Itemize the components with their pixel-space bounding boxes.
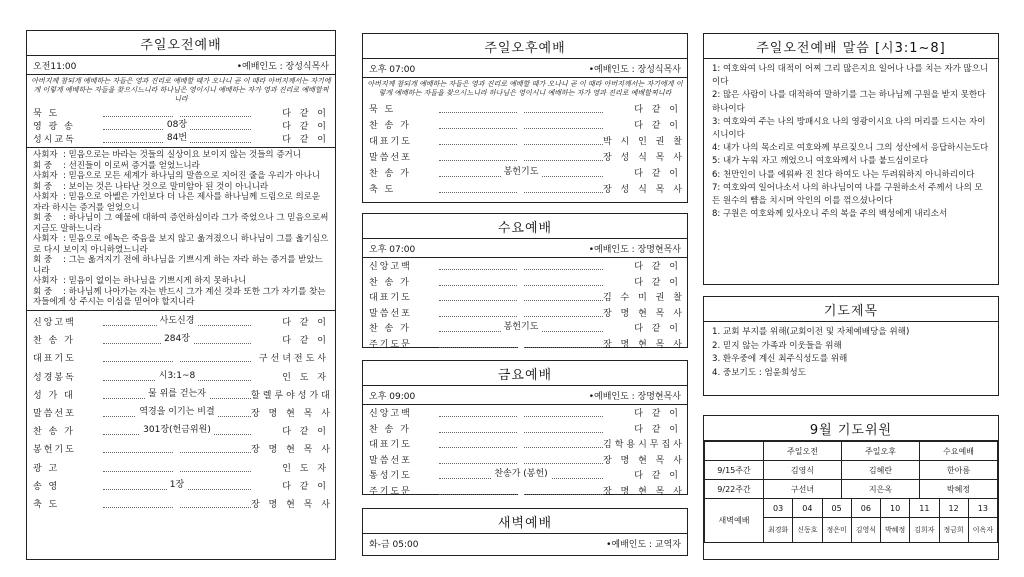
order-detail-text: 사도신경	[157, 316, 198, 326]
afternoon-title: 주일오후예배	[363, 34, 687, 59]
prayer-item: 3. 환우중에 계신 최주식성도를 위해	[712, 354, 848, 364]
order-detail-text: 84번	[164, 133, 190, 143]
order-detail	[439, 439, 603, 448]
dawn-name: 박혜정	[881, 518, 910, 543]
order-detail	[439, 277, 603, 286]
committee-week-label: 9/22주간	[705, 480, 764, 499]
order-label: 말씀선포	[369, 455, 412, 466]
responsive-text: : 그는 옮겨지기 전에 하나님을 기쁘시게 하는 자라 하는 증거를 받았느니라	[33, 255, 323, 276]
order-detail-text	[518, 485, 524, 495]
order-person: 장 명 현 목 사	[603, 308, 685, 319]
dawn-day: 03	[764, 499, 793, 518]
order-detail-text	[174, 352, 180, 362]
committee-week-label: 9/15주간	[705, 461, 764, 480]
order-person: 다 같 이	[634, 424, 681, 435]
prayer-title: 기도제목	[704, 297, 998, 322]
order-detail	[439, 408, 603, 417]
dawn-header	[363, 534, 687, 552]
order-label: 찬 송 가	[369, 120, 411, 131]
responsive-text: : 하나님께 나아가는 자는 반드시 그가 계신 것과 또한 그가 자기를 찾는 자들에게 상 주시는 이심을 믿어야 할지니라	[33, 286, 326, 307]
morning-bottom-row	[27, 403, 335, 421]
order-detail-text: 역경을 이기는 비결	[136, 407, 217, 417]
committee-week-row	[705, 461, 998, 480]
committee-corner	[705, 442, 764, 461]
prayer-item: 1. 교회 부지를 위해(교회이전 및 자체예배당을 위해)	[712, 327, 910, 337]
dawn-committee-table	[704, 498, 998, 543]
order-detail	[103, 390, 251, 399]
order-detail-text: 봉헌기도	[501, 167, 542, 177]
morning-top-order	[27, 106, 335, 145]
friday-title: 금요예배	[363, 361, 687, 386]
friday-row	[363, 436, 687, 452]
order-detail	[439, 120, 603, 129]
scripture-panel	[703, 33, 999, 285]
dawn-name: 이옥자	[968, 518, 997, 543]
scripture-verse: 1: 여호와여 나의 대적이 어찌 그리 많은지요 일어나 나를 치는 자가 많으니이다	[712, 64, 989, 88]
responsive-text: : 믿음으로 모든 세계가 하나님의 말씀으로 지어진 줄을 우리가 아나니	[63, 171, 321, 181]
order-person: 다 같 이	[282, 109, 329, 119]
order-label: 찬 송 가	[369, 277, 411, 288]
order-label: 신앙고백	[33, 318, 76, 329]
order-person: 다 같 이	[634, 168, 681, 179]
order-detail-text	[518, 423, 524, 433]
committee-table	[704, 441, 998, 543]
responsive-speaker: 회 중	[33, 213, 53, 223]
dawn-label: 새벽예배	[705, 499, 764, 543]
order-person: 다 같 이	[634, 277, 681, 288]
order-person: 장 명 현 목 사	[603, 455, 685, 466]
morning-bottom-row	[27, 476, 335, 494]
order-detail	[103, 408, 251, 417]
order-detail-text	[518, 454, 524, 464]
order-label: 성시교독	[33, 135, 76, 145]
scripture-title: 주일오전예배 말씀 [시3:1~8]	[704, 34, 998, 59]
responsive-speaker: 사회자	[33, 192, 58, 202]
order-label: 축 도	[33, 499, 60, 510]
responsive-line	[27, 287, 335, 308]
order-detail	[439, 339, 603, 348]
scripture-verse: 5: 내가 누워 자고 깨었으니 여호와께서 나를 붙드심이로다	[712, 156, 929, 167]
order-person: 김학용시무집사	[603, 440, 685, 451]
friday-row	[363, 421, 687, 437]
order-detail-text: 봉헌기도	[501, 322, 542, 332]
committee-header-row	[705, 442, 998, 461]
order-person: 구선녀전도사	[258, 354, 329, 365]
wednesday-row	[363, 305, 687, 321]
order-person: 다 같 이	[282, 318, 329, 329]
order-label: 찬 송 가	[369, 424, 411, 435]
order-label: 말씀선포	[33, 409, 76, 420]
morning-bottom-row	[27, 367, 335, 385]
order-detail	[103, 335, 251, 344]
order-label: 주기도문	[369, 486, 412, 497]
dawn-day: 11	[910, 499, 939, 518]
order-detail-text	[518, 183, 524, 193]
dawn-time: 화-금 05:00	[369, 540, 419, 550]
morning-bottom-row	[27, 422, 335, 440]
dawn-days-row	[705, 499, 998, 518]
committee-week-table	[704, 441, 998, 499]
order-detail	[439, 486, 603, 495]
prayer-item: 2. 믿지 않는 가족과 이웃들을 위해	[712, 340, 842, 351]
order-detail-text: 물 위를 걷는자	[145, 389, 209, 399]
order-label: 말씀선포	[369, 308, 412, 319]
order-person: 인 도 자	[282, 372, 329, 383]
order-detail	[439, 424, 603, 433]
order-label: 주기도문	[369, 339, 412, 350]
responsive-text: : 믿음으로는 바라는 것들의 실상이요 보이지 않는 것들의 증거니	[63, 150, 301, 160]
order-person: 다 같 이	[634, 120, 681, 131]
order-person: 다 같 이	[282, 336, 329, 347]
dawn-leader: •예배인도 : 교역자	[606, 540, 681, 550]
scripture-verse: 2: 많은 사람이 나를 대적하여 말하기를 그는 하나님께 구원을 받지 못한다 하나이다	[712, 90, 986, 114]
order-detail	[103, 444, 251, 453]
order-detail-text	[518, 151, 524, 161]
order-detail-text	[518, 291, 524, 301]
afternoon-row	[363, 100, 687, 116]
order-detail-text	[518, 338, 524, 348]
order-detail	[439, 184, 603, 193]
friday-time: 오후 09:00	[369, 392, 416, 402]
morning-leader: •예배인도 : 장성식목사	[236, 62, 329, 72]
committee-panel	[703, 415, 999, 560]
morning-top-row	[27, 132, 335, 145]
order-detail	[439, 455, 603, 464]
order-person: 장 명 현 목 사	[251, 499, 333, 510]
morning-verse: 아버지께 참되게 예배하는 자들은 영과 진리로 예배할 때가 오나니 곧 이 때라 아버지께서는 자기에게 이렇게 예배하는 자들을 찾으시느니라 하나님은 영이시니 예배하는 자가 영과 진리로 예배할찌니라	[31, 77, 331, 103]
order-detail-text	[174, 107, 180, 117]
order-detail	[439, 470, 603, 479]
order-detail	[439, 323, 603, 332]
scripture-verse: 3: 여호와여 주는 나의 방패시요 나의 영광이시요 나의 머리를 드시는 자이시니이다	[712, 116, 986, 141]
prayer-panel	[703, 296, 999, 396]
order-detail	[103, 317, 251, 326]
morning-bottom-row	[27, 458, 335, 476]
committee-header: 수요예배	[920, 442, 998, 461]
order-detail-text: 1장	[167, 480, 187, 490]
order-detail-text	[518, 307, 524, 317]
afternoon-verse: 아버지께 참되게 예배하는 자들은 영과 진리로 예배할 때가 오나니 곧 이 때라 아버지께서는 자기에게 이렇게 예배하는 자들을 찾으시느니라 하나님은 영이시니 예배하는 자가 영과 진리로 예배할찌니라	[367, 80, 683, 97]
order-person: 장 명 현 목 사	[603, 339, 685, 350]
responsive-speaker: 회 중	[33, 286, 53, 297]
order-label: 성 가 대	[33, 390, 75, 401]
dawn-day: 13	[968, 499, 997, 518]
order-label: 말씀선포	[369, 152, 412, 163]
order-person: 다 같 이	[282, 122, 329, 132]
scripture-verse: 4: 내가 나의 목소리로 여호와께 부르짖으니 그의 성산에서 응답하시는도다	[712, 143, 989, 154]
order-label: 대표기도	[369, 136, 412, 147]
order-person: 다 같 이	[634, 409, 681, 420]
order-person: 할렐루야성가대	[251, 390, 333, 401]
responsive-line	[27, 276, 335, 287]
order-detail-text	[174, 462, 180, 472]
morning-top-row	[27, 119, 335, 132]
dawn-name: 신동호	[793, 518, 822, 543]
responsive-line	[27, 150, 335, 161]
responsive-text: : 믿음이 없이는 하나님을 기쁘시게 하지 못하나니	[63, 276, 247, 286]
order-detail	[439, 308, 603, 317]
order-label: 찬 송 가	[369, 324, 411, 335]
order-person: 김 수 미 권 찰	[603, 293, 685, 304]
morning-bottom-order	[27, 313, 335, 513]
order-label: 봉헌기도	[33, 445, 76, 456]
wednesday-order	[363, 258, 687, 351]
responsive-line	[27, 182, 335, 193]
order-detail	[439, 152, 603, 161]
order-label: 영 광 송	[33, 122, 75, 132]
committee-name: 박혜정	[920, 480, 998, 499]
order-label: 성경봉독	[33, 372, 76, 383]
order-label: 대표기도	[369, 293, 412, 304]
responsive-speaker: 회 중	[33, 160, 53, 171]
committee-header: 주일오후	[842, 442, 920, 461]
friday-leader: •예배인도 : 장명현목사	[588, 392, 681, 402]
scripture-verses	[704, 59, 998, 225]
order-detail-text: 284장	[161, 334, 193, 344]
wednesday-row	[363, 258, 687, 274]
afternoon-row	[363, 132, 687, 148]
dawn-name: 최경화	[764, 518, 793, 543]
friday-row	[363, 483, 687, 499]
responsive-text: : 보이는 것은 나타난 것으로 말미암아 된 것이 아니니라	[63, 181, 269, 192]
prayer-items	[704, 322, 998, 384]
order-detail	[103, 499, 251, 508]
dawn-day: 04	[793, 499, 822, 518]
order-person: 다 같 이	[634, 104, 681, 115]
order-person: 다 같 이	[634, 324, 681, 335]
order-person: 다 같 이	[282, 427, 329, 438]
responsive-line	[27, 234, 335, 255]
order-detail	[103, 134, 251, 143]
responsive-line	[27, 213, 335, 234]
order-detail-text	[518, 276, 524, 286]
order-detail	[439, 261, 603, 270]
morning-bottom-row	[27, 331, 335, 349]
dawn-name: 김희자	[910, 518, 939, 543]
order-detail-text	[174, 498, 180, 508]
afternoon-row	[363, 116, 687, 132]
order-detail	[103, 353, 251, 362]
order-detail-text	[518, 260, 524, 270]
prayer-item: 4. 중보기도 : 엄윤희성도	[712, 367, 807, 378]
wednesday-row	[363, 289, 687, 305]
wednesday-header	[363, 239, 687, 258]
order-label: 축 도	[369, 184, 396, 195]
order-label: 묵 도	[33, 109, 60, 119]
responsive-text: : 선진들이 이로써 증거를 얻었느니라	[63, 160, 200, 171]
order-person: 장 명 현 목 사	[603, 486, 685, 497]
afternoon-row	[363, 180, 687, 196]
order-label: 찬 송 가	[369, 168, 411, 179]
order-person: 다 같 이	[634, 471, 681, 482]
dawn-name: 정은미	[822, 518, 851, 543]
morning-bottom-row	[27, 494, 335, 512]
responsive-speaker: 사회자	[33, 276, 58, 286]
order-person: 장 명 현 목 사	[251, 409, 333, 420]
dawn-day: 10	[881, 499, 910, 518]
friday-order	[363, 405, 687, 498]
responsive-text: : 하나님이 그 예물에 대하여 증언하심이라 그가 죽었으나 그 믿음으로써 지금도 말하느니라	[33, 213, 329, 234]
order-person: 박 시 인 권 찰	[603, 136, 685, 147]
order-detail	[439, 168, 603, 177]
scripture-verse: 6: 천만인이 나를 에워싸 진 친다 하여도 나는 두려워하지 아니하리이다	[712, 169, 975, 180]
order-label: 통성기도	[369, 471, 412, 482]
order-detail-text	[518, 119, 524, 129]
order-detail-text	[518, 438, 524, 448]
friday-row	[363, 452, 687, 468]
wednesday-title: 수요예배	[363, 214, 687, 239]
committee-name: 구선녀	[764, 480, 842, 499]
responsive-text: : 믿음으로 아벨은 가인보다 더 나은 제사를 하나님께 드림으로 의로운 자라 하시는 증거를 얻었으니	[33, 192, 321, 213]
morning-top-row	[27, 106, 335, 119]
afternoon-header	[363, 59, 687, 78]
committee-name: 한아름	[920, 461, 998, 480]
responsive-speaker: 사회자	[33, 234, 58, 244]
afternoon-row	[363, 148, 687, 164]
responsive-speaker: 회 중	[33, 255, 53, 265]
dawn-title: 새벽예배	[363, 509, 687, 534]
dawn-day: 12	[939, 499, 968, 518]
order-detail-text	[518, 407, 524, 417]
dawn-day: 05	[822, 499, 851, 518]
order-detail	[103, 463, 251, 472]
order-person: 장 명 현 목 사	[251, 445, 333, 456]
morning-bottom-row	[27, 349, 335, 367]
order-detail	[439, 136, 603, 145]
order-detail	[439, 292, 603, 301]
order-label: 광 고	[33, 463, 60, 474]
order-label: 대표기도	[33, 354, 76, 365]
committee-name: 지은옥	[842, 480, 920, 499]
order-detail-text	[518, 103, 524, 113]
order-detail	[103, 481, 251, 490]
order-person: 다 같 이	[282, 135, 329, 145]
order-person: 인 도 자	[282, 463, 329, 474]
scripture-verse: 7: 여호와여 일어나소서 나의 하나님이여 나를 구원하소서 주께서 나의 모든 원수의 뺨을 치시며 악인의 이를 꺾으셨나이다	[712, 182, 983, 207]
order-label: 찬 송 가	[33, 336, 75, 347]
order-label: 신앙고백	[369, 409, 412, 420]
morning-service-panel	[26, 30, 336, 560]
dawn-name: 김영식	[851, 518, 880, 543]
order-label: 묵 도	[369, 104, 396, 115]
committee-week-row	[705, 480, 998, 499]
order-label: 찬 송 가	[33, 427, 75, 438]
committee-name: 김혜란	[842, 461, 920, 480]
order-person: 다 같 이	[634, 262, 681, 273]
order-detail-text: 시3:1~8	[156, 371, 198, 381]
committee-name: 김영식	[764, 461, 842, 480]
order-detail	[103, 108, 251, 117]
responsive-speaker: 사회자	[33, 171, 58, 181]
order-detail-text	[518, 135, 524, 145]
afternoon-leader: •예배인도 : 장성식목사	[588, 65, 681, 75]
scripture-verse: 8: 구원은 여호와께 있사오니 주의 복을 주의 백성에게 내리소서	[712, 209, 948, 220]
afternoon-service-panel	[362, 33, 688, 203]
responsive-line	[27, 192, 335, 213]
dawn-name: 정금희	[939, 518, 968, 543]
responsive-speaker: 사회자	[33, 150, 58, 160]
afternoon-row	[363, 164, 687, 180]
responsive-reading	[27, 150, 335, 308]
responsive-text: : 믿음으로 에녹은 죽음을 보지 않고 옮겨졌으니 하나님이 그를 옮기심으로 다시 보이지 아니하였느니라	[33, 234, 329, 255]
order-label: 송 영	[33, 481, 60, 492]
order-detail	[103, 426, 251, 435]
morning-bottom-row	[27, 313, 335, 331]
afternoon-order	[363, 100, 687, 196]
order-detail	[103, 121, 251, 130]
order-detail-text	[174, 443, 180, 453]
wednesday-time: 오후 07:00	[369, 245, 416, 255]
responsive-line	[27, 171, 335, 182]
friday-service-panel	[362, 360, 688, 495]
wednesday-row	[363, 336, 687, 352]
friday-row	[363, 467, 687, 483]
responsive-line	[27, 255, 335, 276]
order-detail	[103, 372, 251, 381]
morning-header	[27, 56, 335, 75]
order-detail-text: 301장(헌금위원)	[140, 425, 214, 435]
dawn-day: 06	[851, 499, 880, 518]
morning-time: 오전11:00	[33, 62, 77, 72]
order-person: 장 성 식 목 사	[603, 184, 685, 195]
order-detail	[439, 104, 603, 113]
order-detail-text: 찬송가 (봉헌)	[491, 469, 550, 479]
order-label: 대표기도	[369, 440, 412, 451]
responsive-speaker: 회 중	[33, 181, 53, 192]
order-detail-text: 08장	[164, 120, 190, 130]
wednesday-leader: •예배인도 : 장명현목사	[588, 245, 681, 255]
friday-row	[363, 405, 687, 421]
order-person: 장 성 식 목 사	[603, 152, 685, 163]
order-label: 신앙고백	[369, 262, 412, 273]
afternoon-time: 오후 07:00	[369, 65, 416, 75]
committee-title: 9월 기도위원	[704, 416, 998, 441]
morning-bottom-row	[27, 440, 335, 458]
morning-title: 주일오전예배	[27, 31, 335, 56]
dawn-service-panel	[362, 508, 688, 556]
wednesday-row	[363, 274, 687, 290]
order-person: 다 같 이	[282, 481, 329, 492]
wednesday-service-panel	[362, 213, 688, 348]
responsive-line	[27, 161, 335, 172]
wednesday-row	[363, 320, 687, 336]
morning-bottom-row	[27, 385, 335, 403]
committee-header: 주일오전	[764, 442, 842, 461]
friday-header	[363, 386, 687, 405]
